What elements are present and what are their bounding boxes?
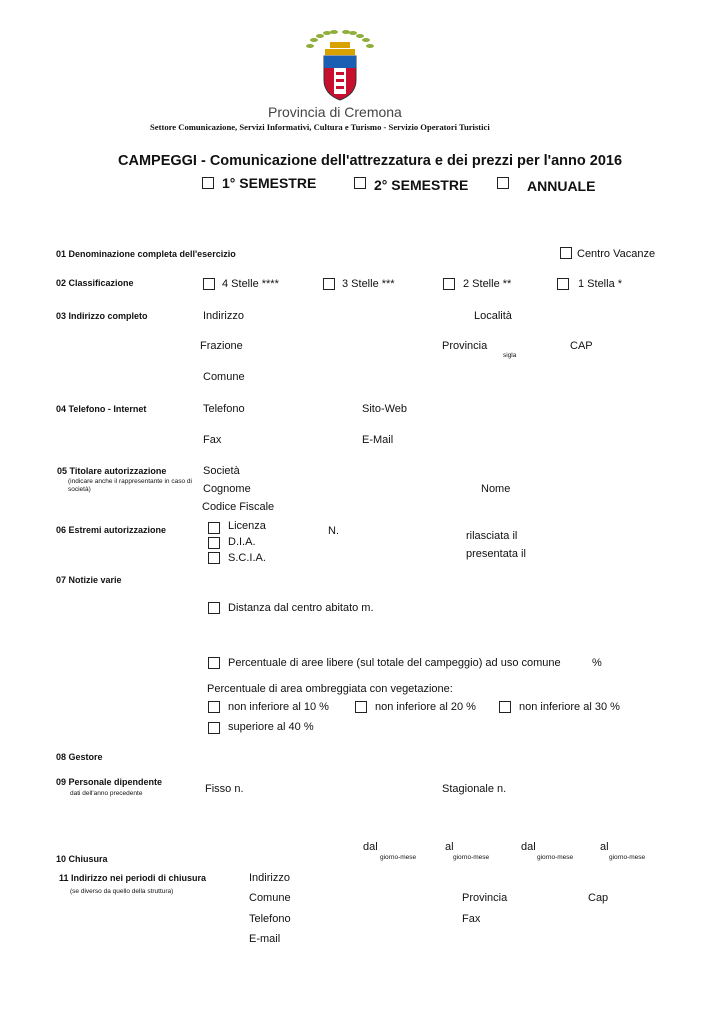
period-annual-label: ANNUALE — [527, 178, 596, 194]
chiusura-comune-field[interactable]: Comune — [249, 892, 291, 904]
dia-label: D.I.A. — [228, 536, 256, 548]
chiusura-dal-1[interactable]: dal — [363, 841, 378, 853]
giorno-mese-note-1: giorno-mese — [380, 854, 417, 861]
provincia-field[interactable]: Provincia — [442, 340, 488, 352]
sito-web-field[interactable]: Sito-Web — [362, 403, 408, 415]
ombra-30-checkbox[interactable] — [499, 701, 511, 713]
ombra-40-label: superiore al 40 % — [228, 721, 314, 733]
giorno-mese-note-2: giorno-mese — [453, 854, 490, 861]
province-logo — [300, 28, 380, 104]
ombra-30-label: non inferiore al 30 % — [519, 701, 620, 713]
percentuale-libere-label: Percentuale di aree libere (sul totale del campeggio) ad uso comune — [228, 657, 561, 669]
s04-label: 04 Telefono - Internet — [56, 404, 147, 414]
class-1-label: 1 Stella * — [578, 278, 623, 290]
s09-label: 09 Personale dipendente — [56, 777, 163, 787]
class-2-label: 2 Stelle ** — [463, 278, 512, 290]
distanza-checkbox[interactable] — [208, 602, 220, 614]
s06-label: 06 Estremi autorizzazione — [56, 525, 167, 535]
sector-line: Settore Comunicazione, Servizi Informativi, Cultura e Turismo - Servizio Operatori Turistici — [150, 122, 490, 132]
ombreggiata-title: Percentuale di area ombreggiata con vegetazione: — [207, 683, 453, 695]
s05-note: (indicare anche il rappresentante in caso di società) — [68, 478, 192, 493]
org-name: Provincia di Cremona — [268, 104, 402, 120]
period-2-checkbox[interactable] — [354, 177, 366, 189]
s10-label: 10 Chiusura — [56, 854, 108, 864]
ombra-20-checkbox[interactable] — [355, 701, 367, 713]
ombra-10-checkbox[interactable] — [208, 701, 220, 713]
period-annual-checkbox[interactable] — [497, 177, 509, 189]
localita-field[interactable]: Località — [474, 310, 512, 322]
dia-checkbox[interactable] — [208, 537, 220, 549]
class-4-label: 4 Stelle **** — [222, 278, 279, 290]
ombra-20-label: non inferiore al 20 % — [375, 701, 476, 713]
email-field[interactable]: E-Mail — [362, 434, 394, 446]
percent-sign: % — [592, 657, 602, 669]
scia-checkbox[interactable] — [208, 552, 220, 564]
licenza-checkbox[interactable] — [208, 522, 220, 534]
s11-note: (se diverso da quello della struttura) — [70, 888, 174, 895]
scia-label: S.C.I.A. — [228, 552, 266, 564]
centro-vacanze-label: Centro Vacanze — [577, 248, 656, 260]
centro-vacanze-checkbox[interactable] — [560, 247, 572, 259]
telefono-field[interactable]: Telefono — [203, 403, 245, 415]
class-4-checkbox[interactable] — [203, 278, 215, 290]
chiusura-al-2[interactable]: al — [600, 841, 609, 853]
chiusura-indirizzo-field[interactable]: Indirizzo — [249, 872, 290, 884]
s03-label: 03 Indirizzo completo — [56, 311, 148, 321]
chiusura-telefono-field[interactable]: Telefono — [249, 913, 291, 925]
stagionale-field[interactable]: Stagionale n. — [442, 783, 507, 795]
distanza-label: Distanza dal centro abitato m. — [228, 602, 374, 614]
s09-note: dati dell'anno precedente — [70, 790, 143, 797]
chiusura-provincia-field[interactable]: Provincia — [462, 892, 508, 904]
coat-of-arms-icon — [300, 28, 380, 104]
giorno-mese-note-4: giorno-mese — [609, 854, 646, 861]
societa-field[interactable]: Società — [203, 465, 240, 477]
fax-field[interactable]: Fax — [203, 434, 222, 446]
chiusura-al-1[interactable]: al — [445, 841, 454, 853]
s05-label: 05 Titolare autorizzazione — [57, 466, 167, 476]
frazione-field[interactable]: Frazione — [200, 340, 243, 352]
class-3-checkbox[interactable] — [323, 278, 335, 290]
s11-label: 11 Indirizzo nei periodi di chiusura — [59, 873, 207, 883]
chiusura-email-field[interactable]: E-mail — [249, 933, 281, 945]
indirizzo-field[interactable]: Indirizzo — [203, 310, 244, 322]
codice-fiscale-field[interactable]: Codice Fiscale — [202, 501, 275, 513]
class-1-checkbox[interactable] — [557, 278, 569, 290]
s01-label: 01 Denominazione completa dell'esercizio — [56, 249, 236, 259]
class-3-label: 3 Stelle *** — [342, 278, 395, 290]
s08-label: 08 Gestore — [56, 752, 103, 762]
cap-field[interactable]: CAP — [570, 340, 593, 352]
comune-field[interactable]: Comune — [203, 371, 245, 383]
cognome-field[interactable]: Cognome — [203, 483, 251, 495]
ombra-10-label: non inferiore al 10 % — [228, 701, 329, 713]
provincia-sigla-note: sigla — [503, 352, 517, 359]
page-title: CAMPEGGI - Comunicazione dell'attrezzatura e dei prezzi per l'anno 2016 — [118, 153, 623, 169]
percentuale-libere-checkbox[interactable] — [208, 657, 220, 669]
s02-label: 02 Classificazione — [56, 278, 134, 288]
presentata-field[interactable]: presentata il — [466, 548, 526, 560]
ombra-40-checkbox[interactable] — [208, 722, 220, 734]
fisso-field[interactable]: Fisso n. — [205, 783, 244, 795]
period-2-label: 2° SEMESTRE — [374, 177, 469, 193]
rilasciata-field[interactable]: rilasciata il — [466, 530, 518, 542]
period-1-label: 1° SEMESTRE — [222, 175, 317, 191]
numero-field[interactable]: N. — [328, 525, 339, 537]
nome-field[interactable]: Nome — [481, 483, 511, 495]
class-2-checkbox[interactable] — [443, 278, 455, 290]
giorno-mese-note-3: giorno-mese — [537, 854, 574, 861]
period-1-checkbox[interactable] — [202, 177, 214, 189]
s07-label: 07 Notizie varie — [56, 575, 122, 585]
chiusura-dal-2[interactable]: dal — [521, 841, 536, 853]
chiusura-cap-field[interactable]: Cap — [588, 892, 609, 904]
chiusura-fax-field[interactable]: Fax — [462, 913, 481, 925]
licenza-label: Licenza — [228, 520, 266, 532]
